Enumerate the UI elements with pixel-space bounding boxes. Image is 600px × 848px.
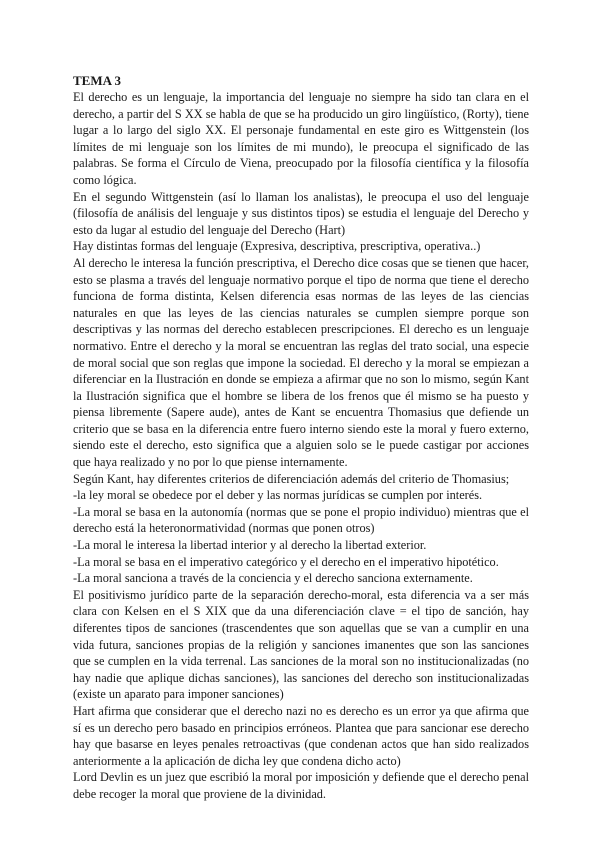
list-item-sancion: -La moral sanciona a través de la conciencia y el derecho sanciona externamente. — [73, 571, 473, 586]
list-item-imperativo: -La moral se basa en el imperativo categórico y el derecho en el imperativo hipotético. — [73, 554, 499, 569]
list-item-deber-interes: -la ley moral se obedece por el deber y las normas jurídicas se cumplen por interés. — [73, 488, 483, 503]
document-page — [73, 72, 529, 803]
paragraph-funcion-prescriptiva: Al derecho le interesa la función prescriptiva, el Derecho dice cosas que se tienen que hacer, esto se plasma a través del lenguaje normativo porque el tipo de norma que tiene el derecho funciona de forma distinta, Kelsen diferencia esas normas de las leyes de las ciencias naturales en que las leyes de las ciencias naturales se cumplen siempre porque son descriptivas y las normas del derecho establecen prescripciones. El derecho es un lenguaje normativo. Entre el derecho y la moral se encuentran las reglas del trato social, una especie de moral social que son reglas que impone la sociedad. El derecho y la moral se empiezan a diferenciar en la Ilustración en donde se empieza a afirmar que no son lo mismo, según Kant la Ilustración significa que el hombre se libera de los frenos que él mismo se ha puesto y piensa libremente (Sapere aude), antes de Kant se encuentra Thomasius que defiende un criterio que se basa en la diferencia entre fuero interno siendo este la moral y fuero externo, siendo este el derecho, esto significa que a alguien solo se le puede castigar por acciones que haya realizado y no por lo que piense internamente. — [73, 255, 529, 470]
list-item-libertad: -La moral le interesa la libertad interior y al derecho la libertad exterior. — [73, 538, 427, 553]
document-title: TEMA 3 — [73, 73, 122, 88]
list-item-autonomia: -La moral se basa en la autonomía (normas que se pone el propio individuo) mientras que el derecho está la heteronormatividad (normas que ponen otros) — [73, 504, 529, 536]
paragraph-lord-devlin: Lord Devlin es un juez que escribió la moral por imposición y defiende que el derecho penal debe recoger la moral que proviene de la divinidad. — [73, 770, 529, 801]
paragraph-giro-linguistico: El derecho es un lenguaje, la importancia del lenguaje no siempre ha sido tan clara en el derecho, a partir del S XX se habla de que se ha producido un giro lingüístico, (Rorty), tiene lugar a lo largo del siglo XX. El personaje fundamental en este giro es Wittgenstein (los límites de mi lenguaje son los límites de mi mundo), le preocupa el significado de las palabras. Se forma el Círculo de Viena, preocupado por la filosofía científica y la filosofía como lógica. — [73, 90, 529, 187]
paragraph-positivismo-juridico: El positivismo jurídico parte de la separación derecho-moral, esta diferencia va a ser más clara con Kelsen en el S XIX que da una diferenciación clave = el tipo de sanción, hay diferentes tipos de sanciones (trascendentes que son aquellas que se van a cumplir en una vida futura, sanciones propias de la religión y sanciones imanentes que son las sanciones que se cumplen en la vida terrenal. Las sanciones de la moral son no institucionalizadas (no hay nadie que aplique dichas sanciones), las sanciones del derecho son institucionalizadas (existe un aparato para imponer sanciones) — [73, 587, 529, 702]
paragraph-segundo-wittgenstein: En el segundo Wittgenstein (así lo llaman los analistas), le preocupa el uso del lenguaje (filosofía de análisis del lenguaje y sus distintos tipos) se estudia el lenguaje del Derecho y esto da lugar al estudio del lenguaje del Derecho (Hart) — [73, 189, 529, 237]
paragraph-hart-derecho-nazi: Hart afirma que considerar que el derecho nazi no es derecho es un error ya que afirma que sí es un derecho pero basado en principios erróneos. Plantea que para sancionar ese derecho hay que basarse en leyes penales retroactivas (que condenan actos que han sido realizados anteriormente a la aplicación de dicha ley que condena dicho acto) — [73, 703, 529, 768]
paragraph-formas-lenguaje: Hay distintas formas del lenguaje (Expresiva, descriptiva, prescriptiva, operativa..) — [73, 239, 481, 254]
paragraph-criterios-kant: Según Kant, hay diferentes criterios de diferenciación además del criterio de Thomasius; — [73, 471, 510, 486]
